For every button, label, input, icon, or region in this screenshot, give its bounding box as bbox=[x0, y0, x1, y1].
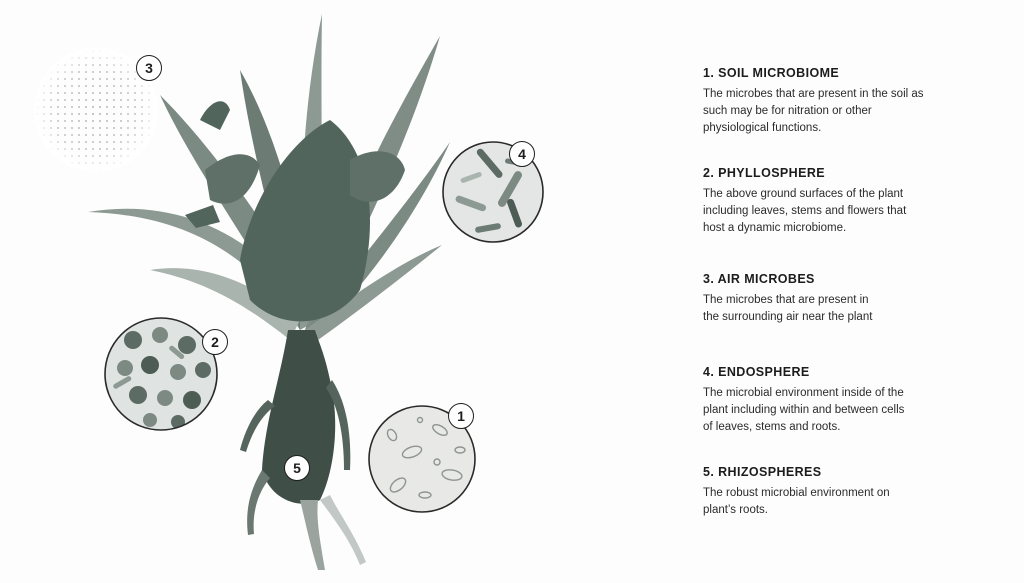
legend-title: 1. SOIL MICROBIOME bbox=[703, 66, 840, 80]
phyllosphere-magnifier bbox=[105, 318, 217, 430]
legend-item-phyllosphere bbox=[700, 166, 1000, 237]
legend-item-rhizospheres bbox=[700, 465, 1000, 519]
legend-title: 2. PHYLLOSPHERE bbox=[703, 166, 825, 180]
legend-description: The robust microbial environment on plant’s roots. bbox=[703, 487, 890, 516]
plant-roots bbox=[240, 330, 366, 570]
callout-1: 1 bbox=[448, 403, 474, 429]
legend-item-soil-microbiome bbox=[700, 66, 1000, 137]
legend-title: 3. AIR MICROBES bbox=[703, 272, 815, 286]
legend-description: The microbial environment inside of the plant including within and between cells of leaves, stems and roots. bbox=[703, 387, 905, 433]
legend-description: The microbes that are present in the soil as such may be for nitration or other physiological functions. bbox=[703, 88, 924, 134]
legend-description: The above ground surfaces of the plant including leaves, stems and flowers that host a dynamic microbiome. bbox=[703, 188, 907, 234]
legend-title: 4. ENDOSPHERE bbox=[703, 365, 810, 379]
callout-2: 2 bbox=[202, 329, 228, 355]
legend-item-endosphere bbox=[700, 365, 1000, 436]
callout-5: 5 bbox=[284, 455, 310, 481]
legend-description: The microbes that are present in the surrounding air near the plant bbox=[703, 294, 873, 323]
callout-4: 4 bbox=[509, 141, 535, 167]
callout-3: 3 bbox=[136, 55, 162, 81]
legend-title: 5. RHIZOSPHERES bbox=[703, 465, 822, 479]
legend-item-air-microbes bbox=[700, 272, 1000, 326]
